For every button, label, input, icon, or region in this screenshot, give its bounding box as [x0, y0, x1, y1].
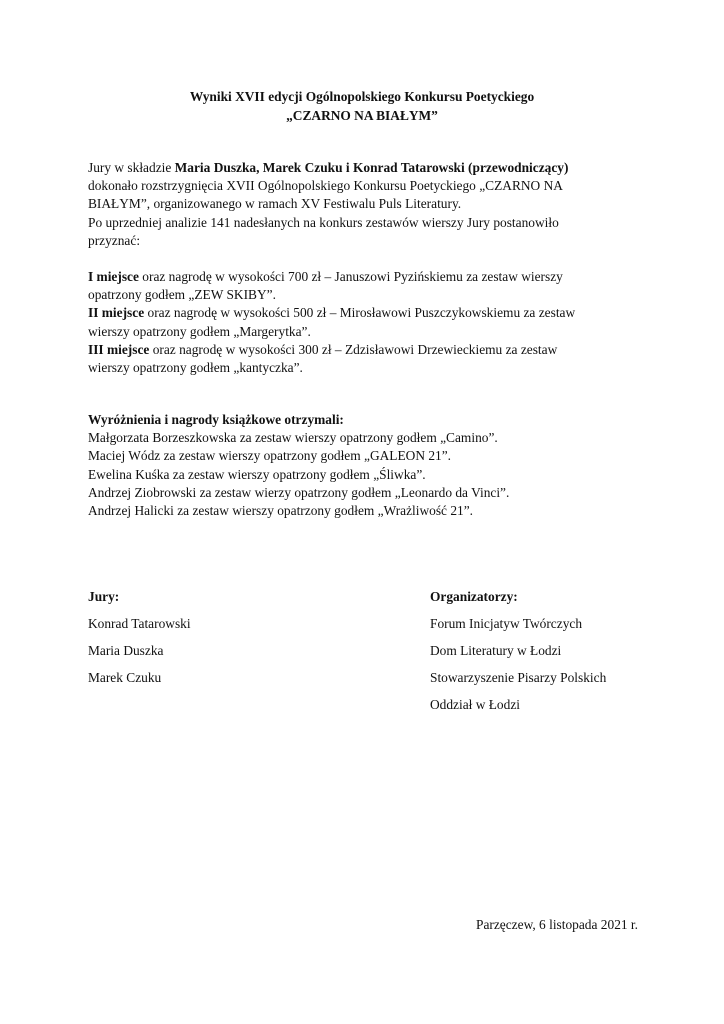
- intro-jury-names: Maria Duszka, Marek Czuku i Konrad Tatarowski (przewodniczący): [174, 160, 569, 175]
- document-title: [0, 87, 724, 125]
- organizers-column: [430, 583, 606, 718]
- organizer-item: Dom Literatury w Łodzi: [430, 643, 562, 658]
- title-line-2: „CZARNO NA BIAŁYM”: [286, 108, 438, 123]
- intro-paragraph: [88, 159, 648, 250]
- prize-place: I miejsce: [88, 269, 139, 284]
- organizer-item: Stowarzyszenie Pisarzy Polskich: [430, 670, 607, 685]
- prize-place: III miejsce: [88, 341, 150, 357]
- prize-place: II miejsce: [88, 305, 145, 321]
- title-line-1: Wyniki XVII edycji Ogólnopolskiego Konkursu Poetyckiego: [189, 89, 535, 104]
- prize-text-continued: wierszy opatrzony godłem „kantyczka”.: [88, 360, 303, 376]
- honor-item: Maciej Wódz za zestaw wierszy opatrzony godłem „GALEON 21”.: [88, 448, 452, 464]
- jury-column: [88, 583, 191, 691]
- intro-jury-prefix: Jury w składzie: [88, 160, 175, 175]
- prize-text: oraz nagrodę w wysokości 300 zł – Zdzisławowi Drzewieckiemu za zestaw: [149, 341, 558, 357]
- place-and-date: Parzęczew, 6 listopada 2021 r.: [476, 917, 638, 932]
- jury-member: Marek Czuku: [88, 670, 162, 685]
- jury-member: Konrad Tatarowski: [88, 616, 191, 631]
- intro-line-3: BIAŁYM”, organizowanego w ramach XV Festiwalu Puls Literatury.: [88, 196, 462, 212]
- organizer-item: Oddział w Łodzi: [430, 697, 520, 712]
- intro-line-4: Po uprzedniej analizie 141 nadesłanych na konkurs zestawów wierszy Jury postanowiło: [88, 214, 559, 230]
- honors-heading: Wyróżnienia i nagrody książkowe otrzymali:: [88, 412, 344, 427]
- honor-item: Andrzej Halicki za zestaw wierszy opatrzony godłem „Wrażliwość 21”.: [88, 503, 474, 519]
- jury-member: Maria Duszka: [88, 643, 164, 658]
- prize-text: oraz nagrodę w wysokości 700 zł – Januszowi Pyzińskiemu za zestaw wierszy: [138, 269, 563, 284]
- honor-item: Ewelina Kuśka za zestaw wierszy opatrzony godłem „Śliwka”.: [88, 466, 426, 482]
- jury-heading: Jury:: [88, 589, 120, 604]
- prize-text: oraz nagrodę w wysokości 500 zł – Mirosławowi Puszczykowskiemu za zestaw: [144, 305, 576, 321]
- intro-line-2: dokonało rozstrzygnięcia XVII Ogólnopolskiego Konkursu Poetyckiego „CZARNO NA: [88, 178, 563, 194]
- prize-text-continued: wierszy opatrzony godłem „Margerytka”.: [88, 323, 311, 339]
- organizers-heading: Organizatorzy:: [430, 589, 518, 604]
- organizer-item: Forum Inicjatyw Twórczych: [430, 616, 583, 631]
- honor-item: Andrzej Ziobrowski za zestaw wierzy opatrzony godłem „Leonardo da Vinci”.: [88, 484, 510, 500]
- prize-text-continued: opatrzony godłem „ZEW SKIBY”.: [88, 287, 276, 303]
- honors-section: [88, 411, 648, 520]
- intro-line-5: przyznać:: [88, 232, 141, 248]
- honor-item: Małgorzata Borzeszkowska za zestaw wierszy opatrzony godłem „Camino”.: [88, 430, 498, 446]
- prizes-section: [88, 268, 648, 377]
